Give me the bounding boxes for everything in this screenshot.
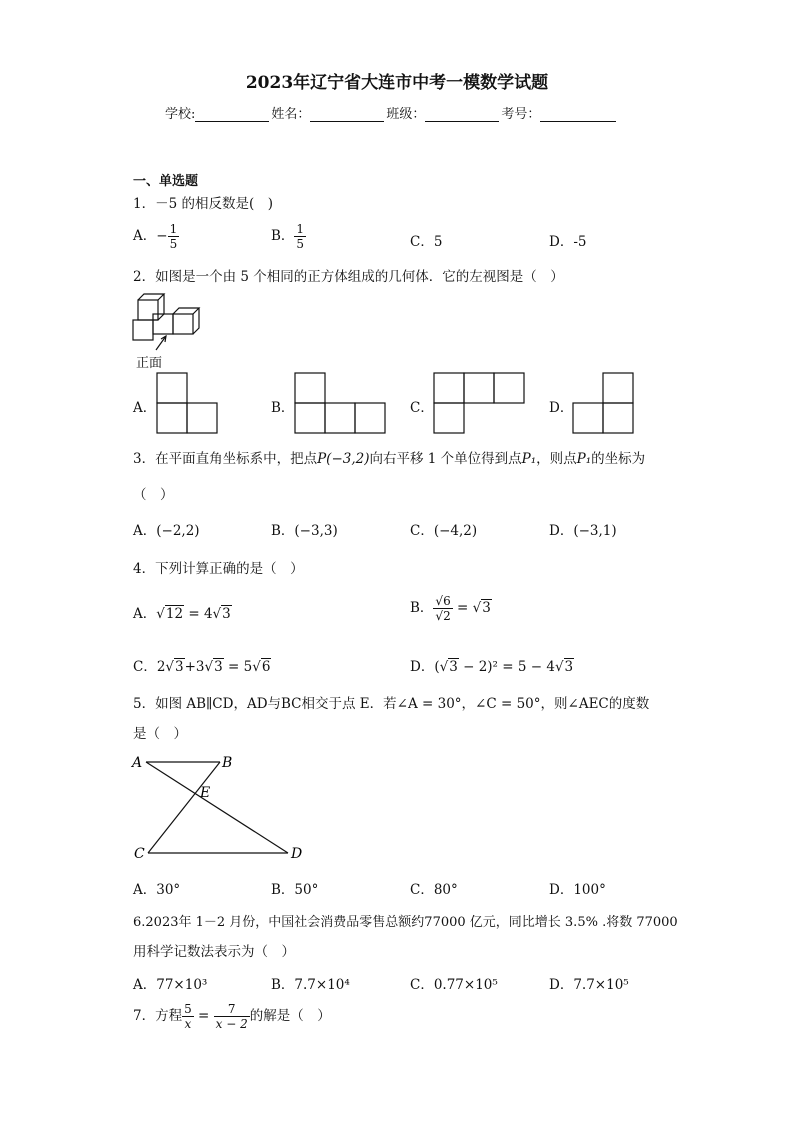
class-blank[interactable] [425, 107, 499, 122]
q3-stem-pre: 3．在平面直角坐标系中，把点 [133, 451, 318, 467]
name-label: 姓名： [271, 107, 311, 122]
q4-a-label: A． [133, 606, 157, 622]
name-blank[interactable] [310, 107, 384, 122]
q7-f2-den: x − 2 [215, 1017, 248, 1031]
q7-stem-pre: 7．方程 [133, 1008, 183, 1024]
q2-option-a-figure [155, 372, 219, 434]
q4-d-label: D．( [410, 659, 440, 675]
q1-stem: 1．－5 的相反数是( ) [133, 196, 274, 212]
q7-fraction-1 [182, 1002, 194, 1031]
number-label: 考号： [501, 107, 541, 122]
q5-stem-line2: 是（ ） [133, 726, 187, 742]
q5-label-a: A [132, 755, 143, 771]
school-blank[interactable] [195, 107, 269, 122]
q4-b-rad: 3 [482, 600, 491, 616]
q3-stem-post: 的坐标为 [591, 451, 646, 467]
q2-solid-figure [128, 288, 208, 358]
q4-a-rad2: 3 [222, 606, 231, 622]
q2-option-a[interactable]: A． [133, 400, 157, 416]
q1-b-den: 5 [296, 237, 305, 251]
q2-option-c-figure [432, 372, 526, 434]
q3-stem-mid2: ，则点 [536, 451, 577, 467]
q7-stem [133, 1002, 331, 1031]
q2-option-c[interactable]: C． [410, 400, 434, 416]
q7-f1-num: 5 [184, 1002, 192, 1016]
q4-c-label: C．2 [133, 659, 166, 675]
q1-a-num: 1 [169, 222, 178, 236]
q7-eq: = [193, 1008, 214, 1024]
q4-option-d[interactable]: D．(√3 − 2)² = 5 − 4√3 [410, 659, 574, 675]
q5-stem-line1: 5．如图 AB∥CD，AD与BC相交于点 E．若∠A = 30°，∠C = 50°，则∠AEC的度数 [133, 696, 650, 712]
q1-a-den: 5 [169, 237, 178, 251]
student-info-line [165, 103, 618, 122]
q5-option-c[interactable]: C．80° [410, 882, 458, 898]
q1-b-fraction [294, 222, 306, 251]
q5-option-b[interactable]: B．50° [271, 882, 319, 898]
q5-geometry-figure [130, 752, 320, 864]
q6-stem-line1: 6.2023年 1－2 月份，中国社会消费品零售总额约77000 亿元，同比增长 3.5% .将数 77000 [133, 915, 678, 930]
q3-stem-mid: 向右平移 1 个单位得到点 [369, 451, 522, 467]
q4-c-mid: +3 [184, 659, 205, 675]
q4-a-eq: = 4 [184, 606, 213, 622]
q3-option-d[interactable]: D．(−3,1) [549, 523, 617, 539]
q4-b-fraction [433, 594, 452, 623]
q4-b-label: B． [410, 600, 434, 616]
q5-option-d[interactable]: D．100° [549, 882, 606, 898]
q1-option-d[interactable]: D．-5 [549, 234, 587, 250]
q4-option-a[interactable]: A．√12 = 4√3 [133, 606, 231, 622]
class-label: 班级： [386, 107, 426, 122]
q3-stem [133, 447, 645, 467]
school-label: 学校: [165, 107, 196, 122]
q4-c-r2: 3 [214, 659, 223, 675]
q5-label-b: B [222, 755, 233, 771]
q5-option-a[interactable]: A．30° [133, 882, 181, 898]
q7-f1-den: x [184, 1017, 192, 1031]
q2-option-b-figure [293, 372, 387, 434]
q3-option-c[interactable]: C．(−4,2) [410, 523, 478, 539]
q4-d-r1: 3 [449, 659, 458, 675]
q6-stem-line2: 用科学记数法表示为（ ） [133, 944, 295, 960]
q1-b-label: B． [271, 228, 295, 244]
q1-a-sign: − [156, 228, 168, 244]
q5-label-d: D [291, 846, 303, 862]
q4-c-r3: 6 [261, 659, 271, 675]
q5-segment-ad [146, 762, 288, 853]
q5-segment-bc [148, 762, 220, 853]
q7-fraction-2 [214, 1002, 250, 1031]
q2-option-b[interactable]: B． [271, 400, 295, 416]
q6-option-d[interactable]: D．7.7×10⁵ [549, 977, 629, 993]
q3-p1-a: P₁ [521, 451, 537, 467]
section-heading: 一、单选题 [133, 174, 199, 189]
q4-stem: 4．下列计算正确的是（ ） [133, 561, 304, 577]
q4-option-b[interactable]: B． $\frac{√6}{√2}$ = √3 [410, 594, 491, 623]
q3-point: P(−3,2) [317, 451, 370, 467]
q1-a-label: A． [133, 228, 157, 244]
q6-option-b[interactable]: B．7.7×10⁴ [271, 977, 350, 993]
number-blank[interactable] [540, 107, 616, 122]
q1-option-a[interactable] [133, 222, 179, 251]
q1-a-fraction [168, 222, 180, 251]
q7-stem-post: 的解是（ ） [249, 1008, 331, 1024]
q2-stem: 2．如图是一个由 5 个相同的正方体组成的几何体．它的左视图是（ ） [133, 269, 564, 285]
q5-label-e: E [200, 785, 211, 801]
page-title: 2023年辽宁省大连市中考一模数学试题 [245, 73, 549, 93]
q3-paren: （ ） [133, 487, 174, 503]
q4-b-den: √2 [435, 609, 451, 623]
q3-p1-b: P₁ [576, 451, 592, 467]
q4-d-mid: − 2)² = 5 − 4 [458, 659, 555, 675]
q3-option-b[interactable]: B．(−3,3) [271, 523, 338, 539]
q4-d-r2: 3 [564, 659, 574, 675]
q5-label-c: C [134, 846, 145, 862]
q1-option-c[interactable]: C．5 [410, 234, 443, 250]
q4-b-eq: = [452, 600, 473, 616]
q6-option-a[interactable]: A．77×10³ [133, 977, 208, 993]
q4-c-eq: = 5 [223, 659, 253, 675]
q4-c-r1: 3 [175, 659, 184, 675]
q4-b-num: √6 [435, 594, 451, 608]
q7-f2-num: 7 [214, 1002, 250, 1017]
q3-option-a[interactable]: A．(−2,2) [133, 523, 200, 539]
q4-a-rad: 12 [165, 606, 184, 622]
q6-option-c[interactable]: C．0.77×10⁵ [410, 977, 498, 993]
q1-option-b[interactable] [271, 222, 306, 251]
q2-front-label: 正面 [136, 356, 163, 371]
q2-option-d[interactable]: D． [549, 400, 574, 416]
q2-option-d-figure [571, 372, 635, 434]
q4-option-c[interactable]: C．2√3+3√3 = 5√6 [133, 659, 271, 675]
q1-b-num: 1 [296, 222, 305, 236]
